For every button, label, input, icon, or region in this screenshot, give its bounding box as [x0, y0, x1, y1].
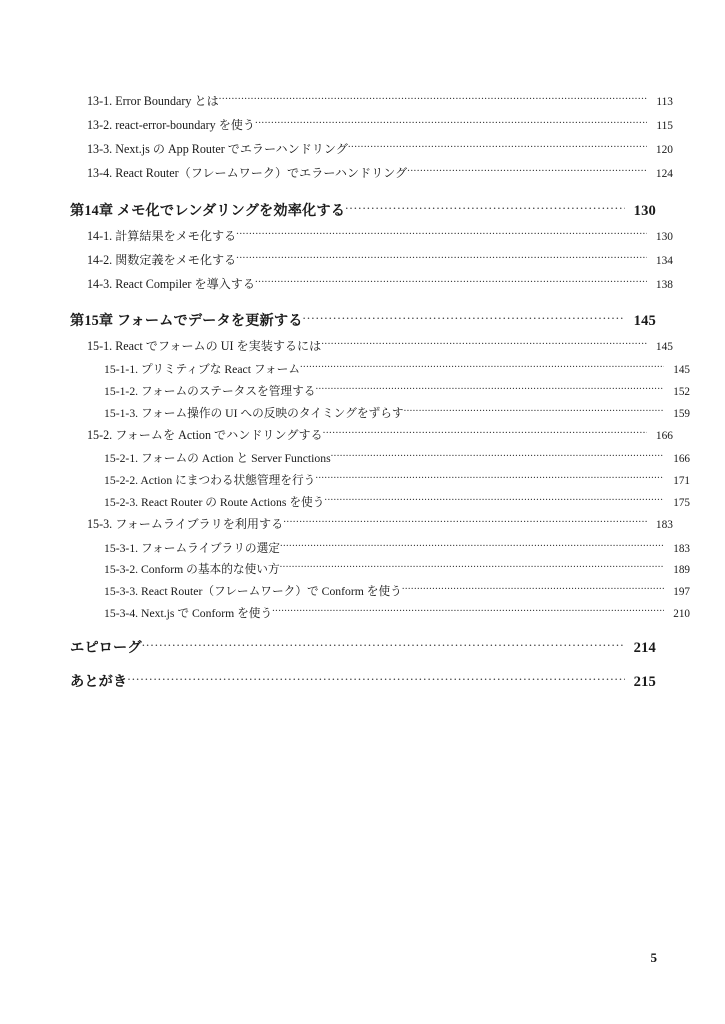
toc-entry-page-number: 189 [673, 564, 690, 577]
toc-entry-page-number: 152 [673, 386, 690, 398]
toc-entry[interactable] [87, 114, 673, 138]
toc-entry[interactable] [104, 359, 690, 381]
toc-entry-title: 15-3-2. Conform の基本的な使い方 [104, 563, 280, 577]
toc-entry-page-number: 215 [633, 673, 656, 690]
toc-entry[interactable] [87, 513, 673, 537]
toc-dot-leader [321, 338, 647, 350]
toc-entry-title: 14-2. 関数定義をメモ化する [87, 252, 237, 267]
toc-entry[interactable] [104, 381, 690, 403]
toc-entry-page-number: 120 [655, 144, 673, 157]
toc-dot-leader [300, 362, 664, 374]
toc-entry-title: 第14章 メモ化でレンダリングを効率化する [70, 202, 346, 219]
toc-dot-leader [402, 583, 664, 595]
toc-dot-leader [303, 311, 625, 325]
toc-dot-leader [280, 562, 664, 574]
toc-dot-leader [272, 605, 664, 617]
toc-entry-page-number: 130 [655, 230, 673, 243]
toc-entry-page-number: 214 [633, 640, 656, 657]
toc-dot-leader [407, 165, 647, 177]
toc-entry-title: 15-1-3. フォーム操作の UI への反映のタイミングをずらす [104, 406, 404, 420]
toc-entry-title: 14-1. 計算結果をメモ化する [87, 228, 237, 243]
toc-dot-leader [323, 427, 647, 439]
toc-entry-title: 15-3-4. Next.js で Conform を使う [104, 606, 273, 620]
toc-entry-title: 13-3. Next.js の App Router でエラーハンドリング [87, 142, 348, 157]
toc-dot-leader [280, 540, 664, 552]
toc-dot-leader [331, 451, 664, 463]
toc-entry-title: 15-2-1. フォームの Action と Server Functions [104, 452, 331, 466]
toc-dot-leader [255, 117, 647, 129]
toc-entry-title: 15-2-2. Action にまつわる状態管理を行う [104, 474, 316, 488]
toc-entry[interactable] [70, 662, 656, 695]
toc-dot-leader [404, 405, 664, 417]
toc-entry-page-number: 171 [673, 475, 690, 488]
page-folio-number: 5 [650, 950, 657, 965]
toc-entry-title: 15-2. フォームを Action でハンドリングする [87, 428, 323, 443]
toc-entry[interactable] [104, 403, 690, 425]
toc-entry[interactable] [70, 191, 656, 224]
toc-entry[interactable] [87, 273, 673, 297]
toc-entry-title: 13-2. react-error-boundary を使う [87, 118, 255, 133]
toc-entry-page-number: 183 [673, 542, 690, 555]
toc-entry-page-number: 166 [655, 430, 673, 443]
toc-dot-leader [348, 141, 647, 153]
toc-entry-title: 15-1-2. フォームのステータスを管理する [104, 385, 316, 398]
toc-entry-page-number: 166 [673, 453, 690, 466]
toc-entry[interactable] [104, 537, 690, 559]
toc-entry-page-number: 175 [673, 496, 690, 509]
toc-entry-title: エピローグ [70, 640, 142, 657]
toc-dot-leader [236, 228, 647, 240]
toc-entry-title: 13-1. Error Boundary とは [87, 94, 219, 109]
toc-entry-title: 15-3-1. フォームライブラリの選定 [104, 541, 280, 555]
toc-entry[interactable] [70, 302, 656, 335]
toc-dot-leader [324, 494, 664, 506]
toc-entry-page-number: 113 [656, 96, 673, 109]
toc-dot-leader [316, 383, 665, 395]
toc-entry-title: 13-4. React Router（フレームワーク）でエラーハンドリング [87, 166, 408, 181]
toc-entry-title: 15-3-3. React Router（フレームワーク）で Conform を使う [104, 585, 402, 598]
toc-entry[interactable] [104, 559, 690, 581]
toc-entry[interactable] [104, 603, 690, 625]
toc-entry[interactable] [87, 138, 673, 162]
toc-entry-page-number: 183 [655, 519, 673, 532]
toc-dot-leader [255, 276, 647, 288]
toc-entry-title: 15-2-3. React Router の Route Actions を使う [104, 495, 325, 509]
toc-entry[interactable] [104, 492, 690, 514]
toc-entry-page-number: 138 [655, 278, 673, 291]
toc-dot-leader [219, 93, 647, 105]
toc-entry-title: 15-1. React でフォームの UI を実装するには [87, 339, 322, 354]
toc-dot-leader [142, 638, 625, 652]
toc-entry[interactable] [87, 335, 673, 359]
toc-entry[interactable] [104, 448, 690, 470]
toc-entry-page-number: 115 [656, 120, 673, 133]
toc-dot-leader [315, 472, 664, 484]
toc-entry-page-number: 145 [673, 364, 690, 377]
toc-entry[interactable] [87, 249, 673, 273]
toc-entry-page-number: 134 [655, 254, 673, 267]
toc-entry-page-number: 159 [673, 407, 690, 420]
toc-entry-page-number: 124 [655, 168, 673, 181]
toc-entry-title: 14-3. React Compiler を導入する [87, 276, 255, 291]
toc-entry-title: 15-1-1. プリミティブな React フォーム [104, 363, 301, 377]
toc-entry-title: あとがき [70, 673, 128, 690]
toc-entry-list [70, 90, 690, 696]
toc-entry-page-number: 197 [673, 586, 690, 598]
toc-entry-page-number: 145 [633, 313, 656, 330]
toc-entry[interactable] [104, 581, 690, 603]
toc-entry[interactable] [87, 162, 673, 186]
toc-entry[interactable] [87, 225, 673, 249]
toc-entry[interactable] [104, 470, 690, 492]
toc-entry[interactable] [70, 629, 656, 662]
toc-entry-title: 第15章 フォームでデータを更新する [70, 313, 303, 330]
toc-dot-leader [345, 200, 625, 214]
toc-entry[interactable] [87, 424, 673, 448]
toc-dot-leader [236, 252, 647, 264]
toc-dot-leader [127, 671, 625, 685]
toc-entry-page-number: 130 [633, 202, 656, 219]
toc-entry-title: 15-3. フォームライブラリを利用する [87, 517, 284, 532]
toc-dot-leader [283, 516, 647, 528]
toc-entry-page-number: 145 [655, 341, 673, 354]
toc-entry-page-number: 210 [673, 607, 690, 620]
toc-entry[interactable] [87, 90, 673, 114]
